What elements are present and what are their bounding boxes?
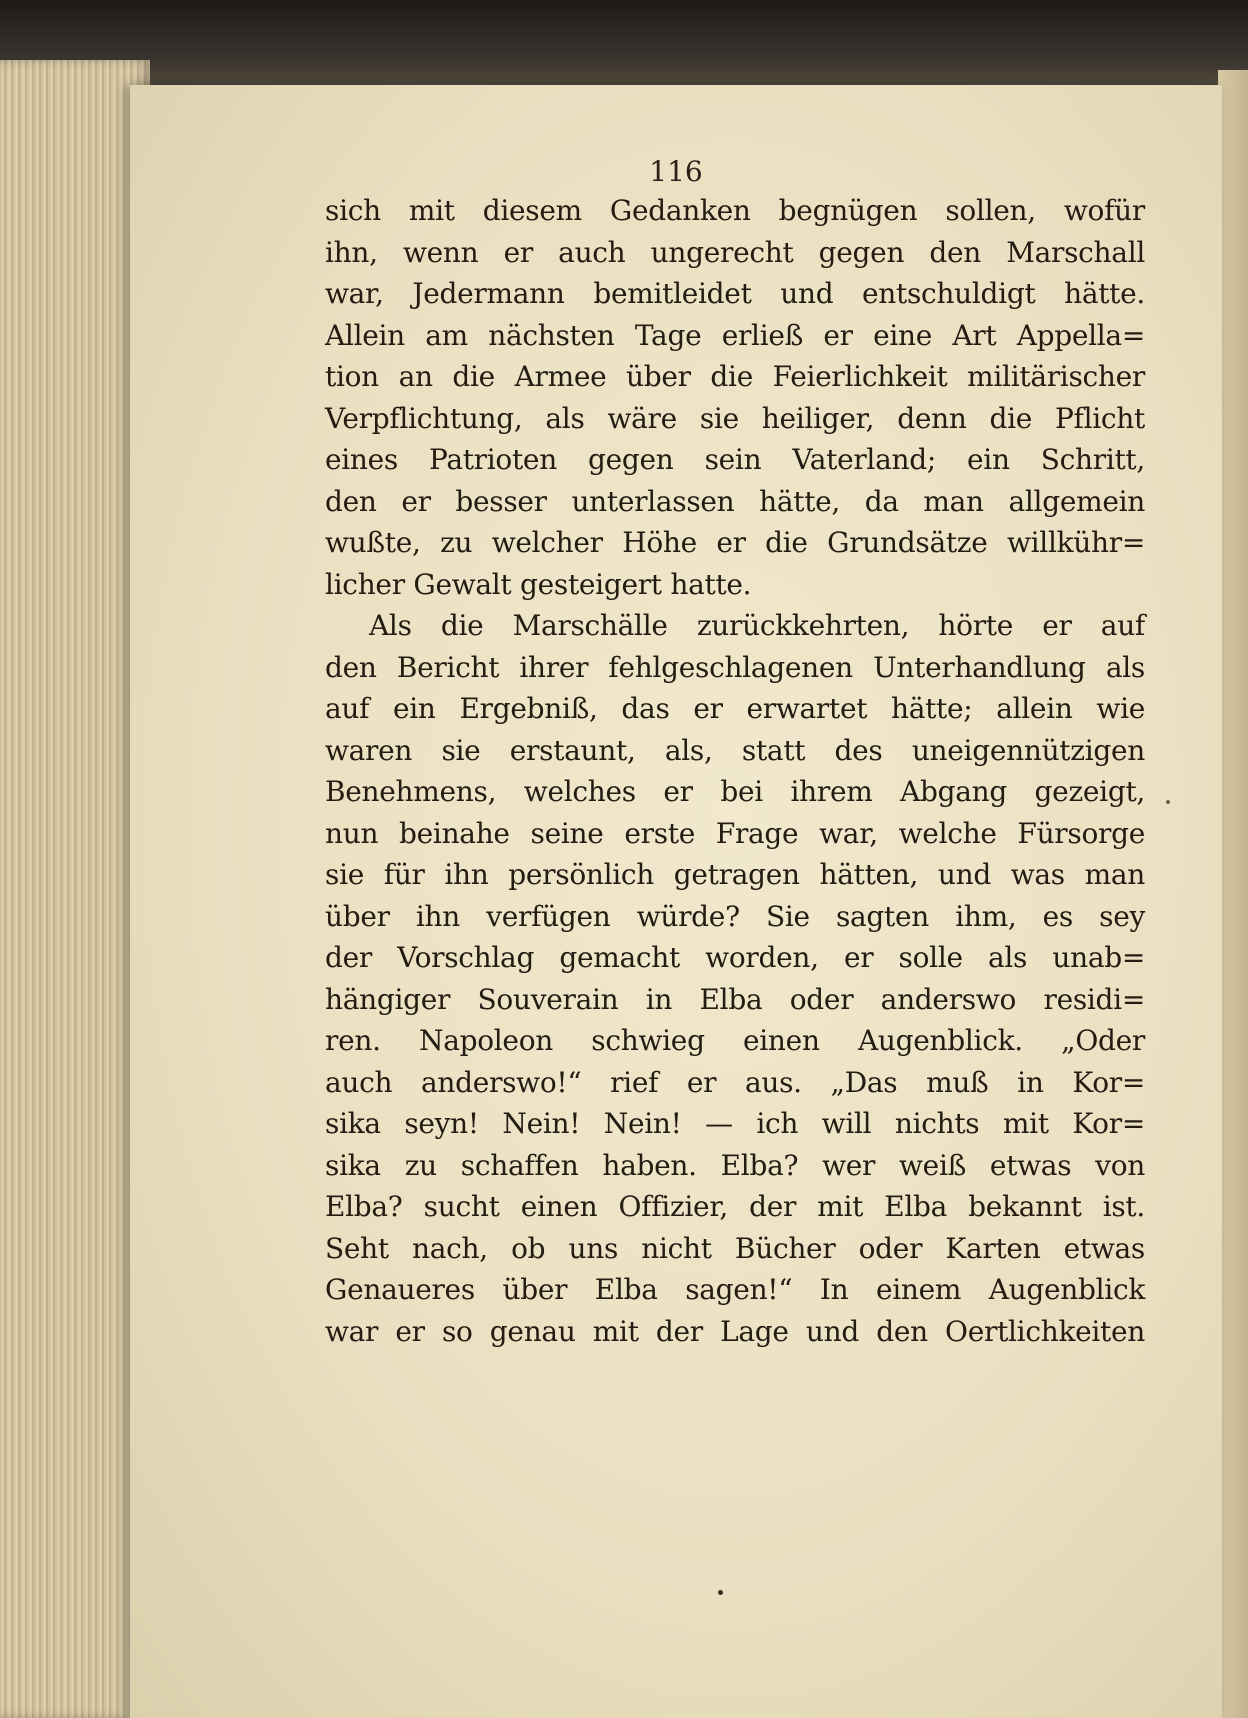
text-line: ren. Napoleon schwieg einen Augenblick. „Oder	[325, 1024, 1145, 1057]
text-line: über ihn verfügen würde? Sie sagten ihm, es sey	[325, 899, 1145, 933]
text-line: nun beinahe seine erste Frage war, welche Fürsorge	[325, 816, 1145, 850]
text-line: licher Gewalt gesteigert hatte.	[325, 567, 752, 601]
page-number: 116	[649, 155, 703, 188]
text-line: sich mit diesem Gedanken begnügen sollen, wofür	[325, 194, 1145, 227]
text-line: hängiger Souverain in Elba oder anderswo residi=	[325, 982, 1145, 1016]
text-line: tion an die Armee über die Feierlichkeit militärischer	[325, 360, 1145, 393]
text-line: auf ein Ergebniß, das er erwartet hätte; allein wie	[325, 692, 1145, 725]
text-line: sie für ihn persönlich getragen hätten, und was man	[325, 858, 1145, 891]
text-line: den er besser unterlassen hätte, da man allgemein	[325, 484, 1145, 518]
text-line: Genaueres über Elba sagen!“ In einem Augenblick	[325, 1273, 1145, 1306]
text-line: Benehmens, welches er bei ihrem Abgang gezeigt,	[325, 775, 1145, 808]
text-line: war, Jedermann bemitleidet und entschuldigt hätte.	[325, 277, 1145, 310]
page-edges-left	[0, 60, 150, 1718]
text-line: waren sie erstaunt, als, statt des uneigennützigen	[325, 733, 1145, 767]
text-line: Allein am nächsten Tage erließ er eine Art Appella=	[325, 318, 1145, 352]
text-line: sika seyn! Nein! Nein! — ich will nichts mit Kor=	[325, 1107, 1145, 1140]
text-line: Seht nach, ob uns nicht Bücher oder Karten etwas	[325, 1231, 1145, 1265]
ink-speck	[718, 1590, 723, 1595]
text-line: Verpflichtung, als wäre sie heiliger, denn die Pflicht	[325, 401, 1145, 435]
text-line: Elba? sucht einen Offizier, der mit Elba bekannt ist.	[325, 1190, 1145, 1223]
text-line: Als die Marschälle zurückkehrten, hörte er auf	[369, 609, 1145, 642]
book-page	[130, 85, 1222, 1718]
text-line: auch anderswo!“ rief er aus. „Das muß in Kor=	[325, 1065, 1145, 1099]
book-cover-top	[0, 0, 1248, 90]
text-line: der Vorschlag gemacht worden, er solle als unab=	[325, 941, 1145, 974]
text-line: eines Patrioten gegen sein Vaterland; ein Schritt,	[325, 443, 1145, 476]
text-line: wußte, zu welcher Höhe er die Grundsätze willkühr=	[325, 526, 1145, 559]
margin-speck	[1166, 800, 1170, 804]
page-edge-right	[1218, 70, 1248, 1718]
text-line: sika zu schaffen haben. Elba? wer weiß etwas von	[325, 1148, 1145, 1182]
body-text	[325, 190, 1145, 1352]
text-line: ihn, wenn er auch ungerecht gegen den Marschall	[325, 235, 1145, 269]
text-line: den Bericht ihrer fehlgeschlagenen Unterhandlung als	[325, 650, 1145, 684]
text-line: war er so genau mit der Lage und den Oertlichkeiten	[325, 1314, 1145, 1348]
